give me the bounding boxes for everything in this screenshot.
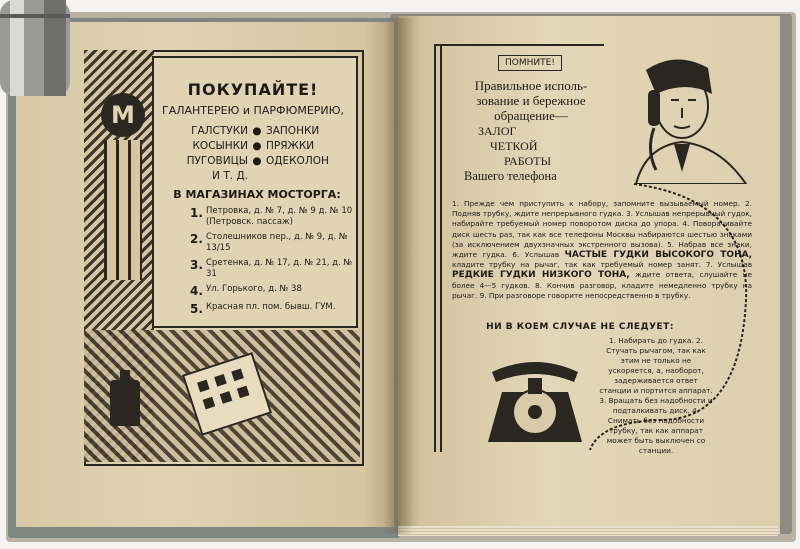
lead-line: РАБОТЫ xyxy=(504,154,552,168)
instruction-highlight: РЕДКИЕ ГУДКИ НИЗКОГО ТОНА, xyxy=(452,270,630,281)
metro-logo-letter: М xyxy=(111,101,135,129)
lead-line: ЗАЛОГ xyxy=(478,124,517,138)
man-with-phone-illustration xyxy=(616,50,750,184)
store-item xyxy=(190,232,355,254)
lead-line: Вашего телефона xyxy=(464,169,557,183)
store-item xyxy=(190,206,355,228)
store-address: Красная пл. пом. бывш. ГУМ. xyxy=(206,302,336,312)
goods-row xyxy=(166,139,346,154)
store-address: Столешников пер., д. № 9, д. № 13/15 xyxy=(206,232,348,253)
frame-rule xyxy=(434,44,436,452)
instruction-part: кладите трубку на рычаг, так как требуемый номер занят. 7. Услышав xyxy=(452,260,752,270)
store-item xyxy=(190,302,355,316)
goods-item: ГАЛСТУКИ xyxy=(191,125,248,137)
goods-row xyxy=(166,154,346,169)
bullet-icon: ● xyxy=(252,155,262,167)
never-do-list: 1. Набирать до гудка. 2. Стучать рычагом, так как этим не только не ускоряется, а, наоборот, задерживается ответ станции и портится аппарат. 3. Вращать без надобности и подталкивать диск. 4. Снимать без надобности трубку, так как аппарат может быть выключен со станции. xyxy=(599,336,713,455)
instruction-highlight: ЧАСТЫЕ ГУДКИ ВЫСОКОГО ТОНА, xyxy=(564,250,753,261)
goods-row xyxy=(166,169,346,184)
rotary-phone-icon xyxy=(478,352,590,452)
lead-lines xyxy=(456,124,606,184)
goods-item: И Т. Д. xyxy=(212,170,248,182)
goods-item: ОДЕКОЛОН xyxy=(266,155,329,167)
goods-item: ПРЯЖКИ xyxy=(266,140,315,152)
instructions-text xyxy=(452,199,752,301)
goods-row xyxy=(166,124,346,139)
frame-rule xyxy=(440,44,442,452)
instruction-part: ждите ответа, слушайте не более 4—5 гудков. 8. Кончив разговор, кладите немедленно трубку на рычаг. 9. При разговоре говорите непосредственно в трубку. xyxy=(452,270,752,300)
store-address: Ул. Горького, д. № 38 xyxy=(206,284,302,294)
stores-list xyxy=(190,206,355,320)
book-gutter xyxy=(384,18,414,534)
perfume-bottle-icon xyxy=(110,380,140,426)
metro-logo xyxy=(101,93,145,137)
remember-label: ПОМНИТЕ! xyxy=(498,55,562,71)
metal-bottle xyxy=(0,0,80,100)
lead-line: ЧЕТКОЙ xyxy=(490,139,538,153)
store-address: Сретенка, д. № 17, д. № 21, д. № 31 xyxy=(206,258,353,279)
never-do-title: НИ В КОЕМ СЛУЧАЕ НЕ СЛЕДУЕТ: xyxy=(486,322,674,332)
ad-title: ПОКУПАЙТЕ! xyxy=(187,80,319,99)
store-item xyxy=(190,284,355,298)
lead-text: Правильное исполь- зование и бережное обращение— xyxy=(474,78,588,123)
store-item xyxy=(190,258,355,280)
store-number: 4. xyxy=(190,284,203,298)
goods-item: ЗАПОНКИ xyxy=(266,125,320,137)
instruction-part: 1. Прежде чем приступить к набору, запомните вызываемый номер. 2. Подняв трубку, ждите непрерывного гудка. 3. Услышав непрерывный гудок, набирайте требуемый номер поворотом диска до упора. 4. Поворачивайте диск шесть раз, так как все телефоны Москвы набираются шестью знаками (за исключением двухзначных экстренного вызова). 5. Набрав все знаки, ждите гудка. 6. Услышав xyxy=(452,199,752,260)
goods-list xyxy=(166,124,346,184)
store-number: 3. xyxy=(190,258,203,272)
store-address: Петровка, д. № 7, д. № 9 д. № 10 (Петровск. пассаж) xyxy=(206,206,353,227)
bullet-icon: ● xyxy=(252,125,262,137)
stores-title: В МАГАЗИНАХ МОСТОРГА: xyxy=(173,188,341,201)
store-number: 5. xyxy=(190,302,203,316)
store-number: 2. xyxy=(190,232,203,246)
pages-edge xyxy=(398,526,778,536)
bullet-icon: ● xyxy=(252,140,262,152)
store-number: 1. xyxy=(190,206,203,220)
ad-subtitle: ГАЛАНТЕРЕЮ и ПАРФЮМЕРИЮ, xyxy=(161,104,345,117)
ad-pillars xyxy=(104,140,142,280)
goods-item: ПУГОВИЦЫ xyxy=(186,155,248,167)
frame-rule xyxy=(434,44,604,46)
goods-item: КОСЫНКИ xyxy=(192,140,248,152)
goods-item xyxy=(266,169,346,184)
